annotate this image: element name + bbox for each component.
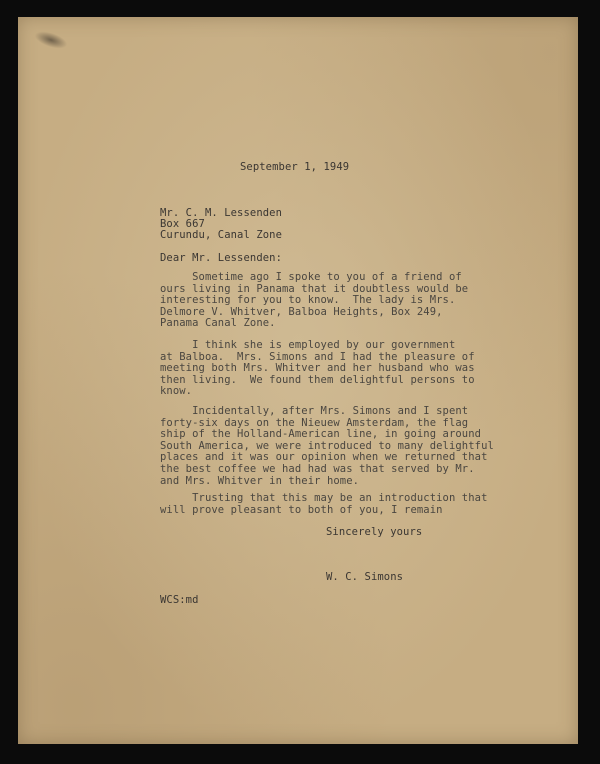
paragraph-travel: Incidentally, after Mrs. Simons and I spent forty-six days on the Nieuew Amsterdam, the flag ship of the Holland-American line, in going around South America, we were introduced to many delightful places and it was our opinion when we returned that the best coffee we had had was that served by Mr. and Mrs. Whitver in their home. — [160, 405, 494, 487]
ink-smudge — [33, 28, 70, 52]
letter-date: September 1, 1949 — [240, 161, 350, 173]
paragraph-introduction: Sometime ago I spoke to you of a friend of ours living in Panama that it doubtless would be interesting for you to know. The lady is Mrs. Delmore V. Whitver, Balboa Heights, Box 249, Panama Canal Zone. — [160, 271, 469, 330]
recipient-box: Box 667 — [160, 218, 205, 230]
paragraph-employment: I think she is employed by our government at Balboa. Mrs. Simons and I had the pleasure of meeting both Mrs. Whitver and her husband who was then living. We found them delightful persons to know. — [160, 339, 475, 398]
reference-initials: WCS:md — [160, 594, 199, 606]
paragraph-closing: Trusting that this may be an introduction that will prove pleasant to both of you, I remain — [160, 492, 488, 516]
signature-name: W. C. Simons — [326, 571, 404, 583]
recipient-location: Curundu, Canal Zone — [160, 229, 283, 241]
salutation: Dear Mr. Lessenden: — [160, 252, 283, 264]
complimentary-close: Sincerely yours — [326, 526, 423, 538]
recipient-name: Mr. C. M. Lessenden — [160, 207, 283, 219]
